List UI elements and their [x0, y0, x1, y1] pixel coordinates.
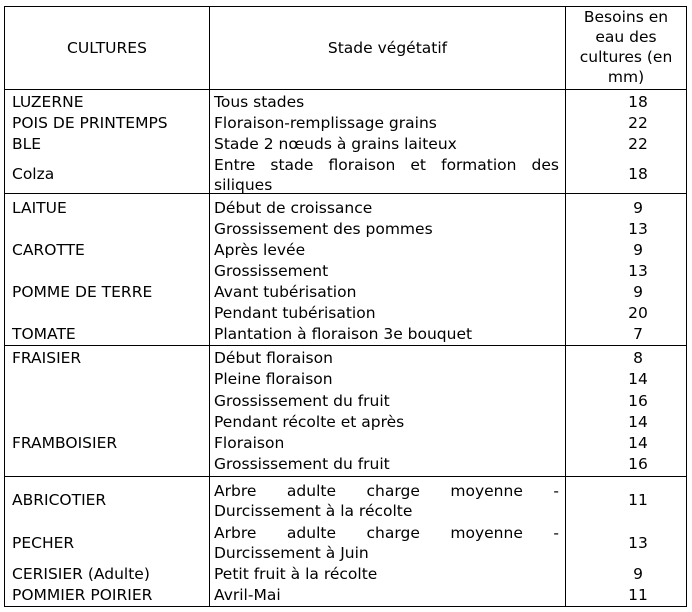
stage-cell: Pendant tubérisation [214, 304, 376, 322]
header-stade: Stade végétatif [327, 39, 448, 57]
water-cell: 8 [633, 349, 643, 367]
water-cell: 14 [628, 413, 648, 431]
stage-cell: Petit fruit à la récolte [214, 565, 378, 583]
crop-cell: ABRICOTIER [12, 491, 107, 509]
water-cell: 16 [628, 392, 648, 410]
stage-cell: Plantation à floraison 3e bouquet [214, 325, 473, 343]
header-besoins: Besoins en eau des cultures (en mm) [579, 8, 673, 86]
crop-cell: LAITUE [12, 199, 67, 217]
crop-cell: TOMATE [12, 325, 76, 343]
water-cell: 22 [628, 135, 648, 153]
stage-cell: Grossissement du fruit [214, 455, 390, 473]
stage-cell: Avril-Mai [214, 586, 281, 604]
crop-cell: CAROTTE [12, 241, 85, 259]
water-cell: 13 [628, 262, 648, 280]
water-cell: 11 [628, 586, 648, 604]
stage-cell: Arbre adulte charge moyenne - Durcissement à Juin [214, 524, 559, 562]
water-cell: 11 [628, 491, 648, 509]
crop-cell: POIS DE PRINTEMPS [12, 114, 168, 132]
water-cell: 9 [633, 283, 643, 301]
water-cell: 22 [628, 114, 648, 132]
crop-cell: POMMIER POIRIER [12, 586, 153, 604]
stage-cell: Pendant récolte et après [214, 413, 405, 431]
crop-cell: FRAMBOISIER [12, 434, 118, 452]
stage-cell: Début floraison [214, 349, 333, 367]
stage-cell: Pleine floraison [214, 370, 333, 388]
water-cell: 9 [633, 199, 643, 217]
crop-cell: CERISIER (Adulte) [12, 565, 150, 583]
water-cell: 18 [628, 93, 648, 111]
group-divider [5, 476, 686, 477]
crop-cell: LUZERNE [12, 93, 84, 111]
crop-cell: FRAISIER [12, 349, 82, 367]
water-cell: 16 [628, 455, 648, 473]
stage-cell: Stade 2 nœuds à grains laiteux [214, 135, 457, 153]
header-cultures: CULTURES [67, 39, 147, 57]
stage-cell: Grossissement des pommes [214, 220, 433, 238]
column-divider [565, 7, 566, 606]
stage-cell: Grossissement [214, 262, 329, 280]
crop-cell: POMME DE TERRE [12, 283, 153, 301]
column-divider [209, 7, 210, 606]
stage-cell: Floraison-remplissage grains [214, 114, 437, 132]
stage-cell: Arbre adulte charge moyenne - Durcissement à la récolte [214, 482, 559, 520]
water-cell: 9 [633, 241, 643, 259]
stage-cell: Après levée [214, 241, 306, 259]
crop-cell: BLE [12, 135, 42, 153]
water-cell: 20 [628, 304, 648, 322]
crop-water-table [4, 6, 687, 607]
water-cell: 13 [628, 220, 648, 238]
crop-cell: PECHER [12, 534, 75, 552]
header-divider [5, 89, 686, 90]
stage-cell: Avant tubérisation [214, 283, 357, 301]
water-cell: 9 [633, 565, 643, 583]
stage-cell: Floraison [214, 434, 285, 452]
stage-cell: Début de croissance [214, 199, 373, 217]
group-divider [5, 345, 686, 346]
crop-cell: Colza [12, 165, 55, 183]
stage-cell: Entre stade floraison et formation des siliques [214, 156, 559, 194]
water-cell: 13 [628, 534, 648, 552]
water-cell: 14 [628, 370, 648, 388]
water-cell: 18 [628, 165, 648, 183]
water-cell: 7 [633, 325, 643, 343]
water-cell: 14 [628, 434, 648, 452]
stage-cell: Tous stades [214, 93, 305, 111]
stage-cell: Grossissement du fruit [214, 392, 390, 410]
